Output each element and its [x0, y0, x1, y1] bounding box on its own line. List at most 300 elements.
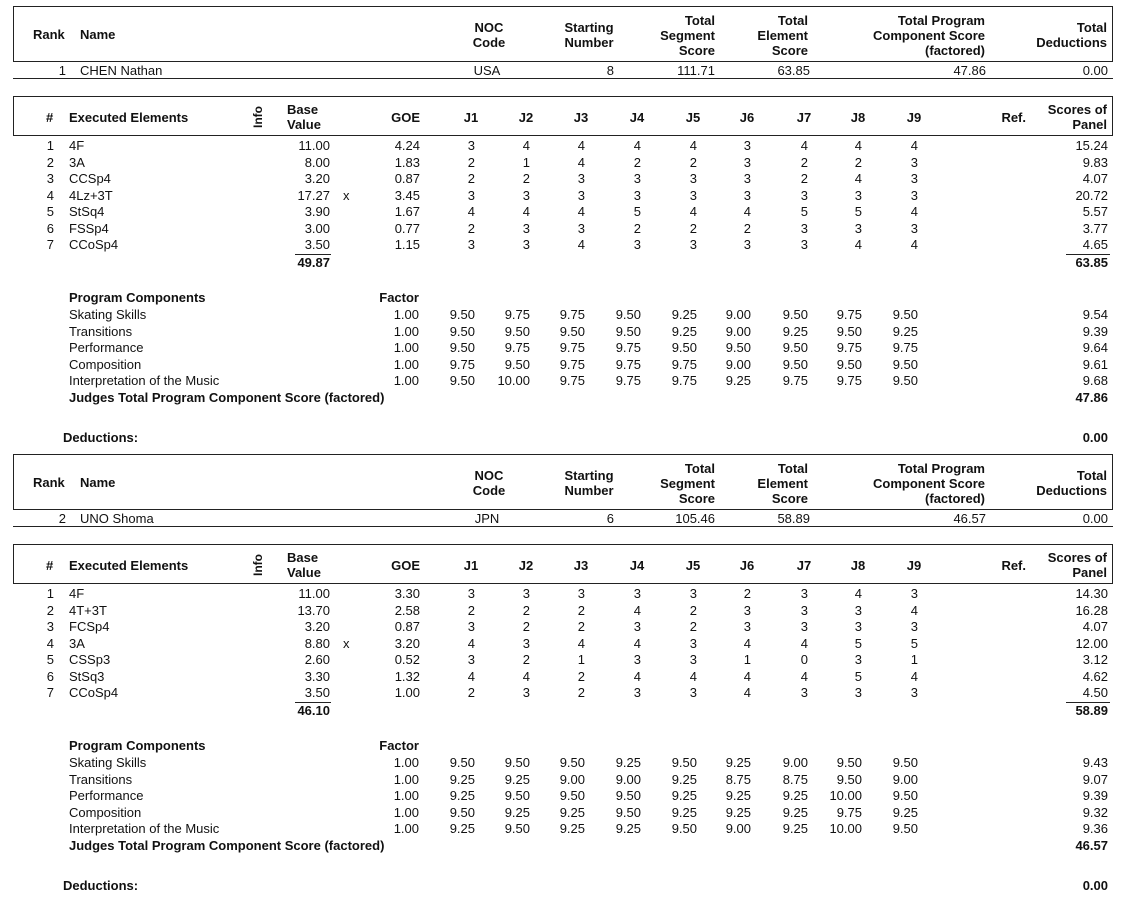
element-row-number: 3 — [46, 171, 54, 186]
element-base-value: 3.50 — [304, 685, 330, 700]
judge-header-1: J1 — [463, 558, 479, 573]
skater-noc: JPN — [474, 511, 500, 526]
base-value-header: Base Value — [287, 102, 321, 132]
component-judge-9: 9.50 — [892, 788, 918, 803]
element-code: 4F — [69, 586, 85, 601]
element-code: StSq3 — [69, 669, 105, 684]
component-judge-7: 9.50 — [782, 340, 808, 355]
component-judge-2: 9.50 — [504, 788, 530, 803]
base-value-total: 49.87 — [297, 255, 330, 270]
total-element-score-header: Total Element Score — [757, 13, 808, 58]
total-deductions-header: Total Deductions — [1036, 20, 1107, 50]
element-judge-7: 3 — [800, 221, 808, 236]
element-judge-6: 3 — [743, 155, 751, 170]
scores-of-panel-header: Scores of Panel — [1047, 550, 1107, 580]
element-judge-7: 0 — [800, 652, 808, 667]
component-judge-5: 9.25 — [671, 772, 697, 787]
component-judge-9: 9.25 — [892, 324, 918, 339]
element-judge-5: 3 — [689, 586, 697, 601]
total-pcs-header: Total Program Component Score (factored) — [873, 461, 985, 506]
component-name: Interpretation of the Music — [69, 373, 220, 388]
component-factor: 1.00 — [393, 821, 419, 836]
element-bonus-marker: x — [343, 188, 350, 203]
component-judge-2: 10.00 — [497, 373, 530, 388]
element-judge-1: 3 — [467, 188, 475, 203]
deductions-label: Deductions: — [63, 878, 139, 893]
component-judge-9: 9.50 — [892, 821, 918, 836]
element-goe: 4.24 — [394, 138, 420, 153]
element-judge-2: 4 — [522, 204, 530, 219]
skater-starting-number: 6 — [606, 511, 614, 526]
element-goe: 1.67 — [394, 204, 420, 219]
element-base-value: 11.00 — [298, 586, 330, 601]
base-value-header: Base Value — [287, 550, 321, 580]
element-base-value: 3.20 — [304, 171, 330, 186]
component-judge-2: 9.25 — [504, 805, 530, 820]
element-judge-9: 3 — [910, 188, 918, 203]
component-judge-1: 9.50 — [449, 373, 475, 388]
judge-header-2: J2 — [518, 110, 534, 125]
element-judge-2: 3 — [522, 636, 530, 651]
component-judge-7: 9.00 — [782, 755, 808, 770]
element-code: StSq4 — [69, 204, 105, 219]
noc-code-header: NOC Code — [472, 468, 506, 498]
element-judge-8: 3 — [854, 619, 862, 634]
element-judge-7: 3 — [800, 237, 808, 252]
name-header: Name — [80, 27, 116, 42]
element-judge-1: 3 — [467, 619, 475, 634]
element-judge-9: 3 — [910, 171, 918, 186]
skater-total-deductions: 0.00 — [1082, 63, 1108, 78]
total-pcs-header: Total Program Component Score (factored) — [873, 13, 985, 58]
info-header: Info — [251, 106, 265, 128]
component-name: Interpretation of the Music — [69, 821, 220, 836]
element-judge-1: 2 — [467, 221, 475, 236]
element-judge-6: 1 — [743, 652, 751, 667]
element-number-header: # — [46, 558, 54, 573]
element-judge-5: 2 — [689, 221, 697, 236]
skater-row-underline — [13, 526, 1113, 527]
component-panel-score: 9.39 — [1082, 324, 1108, 339]
element-judge-7: 5 — [800, 204, 808, 219]
element-judge-8: 4 — [854, 237, 862, 252]
component-judge-9: 9.50 — [892, 373, 918, 388]
element-goe: 1.83 — [394, 155, 420, 170]
element-judge-4: 3 — [633, 685, 641, 700]
component-factor: 1.00 — [393, 373, 419, 388]
element-judge-3: 4 — [577, 155, 585, 170]
component-judge-4: 9.50 — [615, 324, 641, 339]
component-panel-score: 9.39 — [1082, 788, 1108, 803]
component-name: Skating Skills — [69, 755, 147, 770]
skater-name: UNO Shoma — [80, 511, 154, 526]
element-panel-score: 4.07 — [1082, 619, 1108, 634]
component-judge-1: 9.25 — [449, 772, 475, 787]
element-judge-9: 3 — [910, 619, 918, 634]
element-judge-2: 2 — [522, 652, 530, 667]
element-judge-4: 2 — [633, 221, 641, 236]
element-judge-4: 5 — [633, 204, 641, 219]
component-judge-9: 9.00 — [892, 772, 918, 787]
element-judge-2: 3 — [522, 188, 530, 203]
element-judge-6: 3 — [743, 171, 751, 186]
element-judge-9: 4 — [910, 204, 918, 219]
element-goe: 2.58 — [394, 603, 420, 618]
component-judge-3: 9.75 — [559, 340, 585, 355]
element-panel-score: 4.62 — [1082, 669, 1108, 684]
judge-header-7: J7 — [796, 558, 812, 573]
element-judge-9: 3 — [910, 685, 918, 700]
component-factor: 1.00 — [393, 357, 419, 372]
element-row-number: 7 — [46, 237, 54, 252]
element-code: CCSp4 — [69, 171, 111, 186]
element-judge-9: 4 — [910, 237, 918, 252]
element-judge-3: 3 — [577, 586, 585, 601]
deductions-label: Deductions: — [63, 430, 139, 445]
component-judge-7: 8.75 — [782, 772, 808, 787]
element-judge-3: 4 — [577, 237, 585, 252]
element-judge-6: 4 — [743, 669, 751, 684]
element-judge-8: 4 — [854, 586, 862, 601]
component-panel-score: 9.54 — [1082, 307, 1108, 322]
judge-header-2: J2 — [518, 558, 534, 573]
component-judge-1: 9.50 — [449, 307, 475, 322]
element-judge-8: 3 — [854, 221, 862, 236]
component-judge-7: 9.25 — [782, 324, 808, 339]
base-value-total: 46.10 — [297, 703, 330, 718]
component-factor: 1.00 — [393, 340, 419, 355]
element-judge-5: 3 — [689, 652, 697, 667]
element-row-number: 6 — [46, 669, 54, 684]
component-judge-8: 9.50 — [836, 772, 862, 787]
element-judge-6: 3 — [743, 603, 751, 618]
element-base-value: 3.30 — [304, 669, 330, 684]
element-judge-8: 3 — [854, 685, 862, 700]
judge-header-9: J9 — [906, 558, 922, 573]
element-judge-4: 3 — [633, 171, 641, 186]
component-judge-2: 9.50 — [504, 821, 530, 836]
element-goe: 0.77 — [394, 221, 420, 236]
component-name: Transitions — [69, 324, 133, 339]
element-judge-8: 3 — [854, 603, 862, 618]
component-judge-6: 9.00 — [725, 821, 751, 836]
element-judge-6: 3 — [743, 138, 751, 153]
element-judge-6: 3 — [743, 619, 751, 634]
element-panel-score: 4.65 — [1082, 237, 1108, 252]
element-panel-score: 12.00 — [1075, 636, 1108, 651]
element-judge-9: 4 — [910, 138, 918, 153]
component-factor: 1.00 — [393, 324, 419, 339]
element-judge-3: 3 — [577, 221, 585, 236]
element-judge-6: 2 — [743, 586, 751, 601]
element-judge-6: 3 — [743, 237, 751, 252]
component-judge-8: 9.50 — [836, 755, 862, 770]
skater-total-element-score: 63.85 — [777, 63, 810, 78]
component-judge-6: 9.25 — [725, 373, 751, 388]
element-judge-8: 5 — [854, 636, 862, 651]
component-judge-3: 9.50 — [559, 755, 585, 770]
component-factor: 1.00 — [393, 788, 419, 803]
component-panel-score: 9.68 — [1082, 373, 1108, 388]
element-code: 3A — [69, 155, 85, 170]
component-judge-5: 9.25 — [671, 805, 697, 820]
component-judge-1: 9.25 — [449, 821, 475, 836]
component-judge-2: 9.50 — [504, 755, 530, 770]
judge-header-6: J6 — [739, 110, 755, 125]
element-judge-2: 2 — [522, 171, 530, 186]
component-name: Transitions — [69, 772, 133, 787]
element-judge-7: 3 — [800, 619, 808, 634]
judge-header-8: J8 — [850, 110, 866, 125]
element-judge-1: 2 — [467, 171, 475, 186]
judges-total-pcs-label: Judges Total Program Component Score (factored) — [69, 390, 385, 405]
noc-code-header: NOC Code — [472, 20, 506, 50]
element-judge-5: 3 — [689, 188, 697, 203]
skater-total-segment-score: 105.46 — [675, 511, 715, 526]
element-judge-8: 2 — [854, 155, 862, 170]
component-name: Performance — [69, 340, 144, 355]
element-judge-6: 3 — [743, 188, 751, 203]
component-judge-3: 9.25 — [559, 805, 585, 820]
skater-row-underline — [13, 78, 1113, 79]
element-base-value: 3.50 — [304, 237, 330, 252]
total-segment-score-header: Total Segment Score — [660, 13, 715, 58]
deductions-value: 0.00 — [1082, 430, 1108, 445]
component-judge-5: 9.50 — [671, 340, 697, 355]
element-base-value: 3.90 — [304, 204, 330, 219]
element-panel-score: 3.77 — [1082, 221, 1108, 236]
element-judge-1: 3 — [467, 652, 475, 667]
element-judge-9: 3 — [910, 155, 918, 170]
component-judge-9: 9.25 — [892, 805, 918, 820]
component-judge-7: 9.25 — [782, 788, 808, 803]
ref-header: Ref. — [1001, 110, 1026, 125]
component-judge-3: 9.25 — [559, 821, 585, 836]
element-goe: 1.15 — [394, 237, 420, 252]
element-panel-score: 14.30 — [1075, 586, 1108, 601]
factor-header: Factor — [379, 290, 419, 305]
component-judge-7: 9.75 — [782, 373, 808, 388]
judge-header-6: J6 — [739, 558, 755, 573]
element-judge-5: 2 — [689, 155, 697, 170]
component-judge-1: 9.75 — [449, 357, 475, 372]
component-judge-6: 9.25 — [725, 788, 751, 803]
component-judge-3: 9.75 — [559, 307, 585, 322]
component-judge-4: 9.75 — [615, 340, 641, 355]
judge-header-9: J9 — [906, 110, 922, 125]
element-row-number: 2 — [46, 155, 54, 170]
element-judge-5: 4 — [689, 669, 697, 684]
element-judge-1: 4 — [467, 669, 475, 684]
skater-rank: 2 — [58, 511, 66, 526]
element-panel-score: 16.28 — [1075, 603, 1108, 618]
element-judge-2: 3 — [522, 586, 530, 601]
component-factor: 1.00 — [393, 307, 419, 322]
element-judge-2: 3 — [522, 237, 530, 252]
element-goe: 3.30 — [394, 586, 420, 601]
component-judge-5: 9.75 — [671, 357, 697, 372]
component-judge-9: 9.50 — [892, 357, 918, 372]
element-base-value: 8.80 — [304, 636, 330, 651]
element-judge-1: 4 — [467, 636, 475, 651]
component-judge-6: 9.25 — [725, 755, 751, 770]
element-judge-5: 3 — [689, 685, 697, 700]
component-judge-3: 9.75 — [559, 373, 585, 388]
element-judge-8: 3 — [854, 188, 862, 203]
element-number-header: # — [46, 110, 54, 125]
element-panel-score: 9.83 — [1082, 155, 1108, 170]
element-judge-4: 4 — [633, 669, 641, 684]
element-judge-3: 3 — [577, 171, 585, 186]
rank-header: Rank — [33, 475, 65, 490]
info-header: Info — [251, 554, 265, 576]
element-judge-7: 2 — [800, 155, 808, 170]
element-judge-1: 2 — [467, 685, 475, 700]
judge-header-4: J4 — [629, 110, 645, 125]
component-judge-5: 9.50 — [671, 821, 697, 836]
element-judge-6: 4 — [743, 636, 751, 651]
factor-header: Factor — [379, 738, 419, 753]
element-judge-4: 2 — [633, 155, 641, 170]
element-judge-2: 2 — [522, 603, 530, 618]
program-components-header: Program Components — [69, 290, 206, 305]
element-code: FCSp4 — [69, 619, 110, 634]
element-row-number: 1 — [46, 586, 54, 601]
component-judge-9: 9.50 — [892, 307, 918, 322]
element-row-number: 3 — [46, 619, 54, 634]
component-judge-4: 9.25 — [615, 755, 641, 770]
element-judge-7: 4 — [800, 669, 808, 684]
component-judge-4: 9.50 — [615, 805, 641, 820]
executed-elements-header: Executed Elements — [69, 558, 189, 573]
judge-header-3: J3 — [573, 558, 589, 573]
component-judge-3: 9.00 — [559, 772, 585, 787]
element-judge-3: 2 — [577, 669, 585, 684]
component-judge-8: 9.50 — [836, 357, 862, 372]
component-name: Performance — [69, 788, 144, 803]
skater-total-deductions: 0.00 — [1082, 511, 1108, 526]
component-judge-4: 9.25 — [615, 821, 641, 836]
component-name: Skating Skills — [69, 307, 147, 322]
element-code: 4Lz+3T — [69, 188, 113, 203]
total-segment-score-header: Total Segment Score — [660, 461, 715, 506]
element-judge-6: 4 — [743, 204, 751, 219]
component-judge-8: 9.50 — [836, 324, 862, 339]
component-judge-8: 10.00 — [829, 821, 862, 836]
element-row-number: 4 — [46, 188, 54, 203]
judge-header-1: J1 — [463, 110, 479, 125]
judge-header-7: J7 — [796, 110, 812, 125]
element-panel-score: 20.72 — [1075, 188, 1108, 203]
element-judge-7: 4 — [800, 636, 808, 651]
component-judge-5: 9.25 — [671, 324, 697, 339]
component-panel-score: 9.36 — [1082, 821, 1108, 836]
element-judge-3: 4 — [577, 138, 585, 153]
element-judge-5: 3 — [689, 237, 697, 252]
element-judge-1: 2 — [467, 603, 475, 618]
component-judge-5: 9.25 — [671, 307, 697, 322]
element-row-number: 4 — [46, 636, 54, 651]
element-goe: 1.32 — [394, 669, 420, 684]
element-judge-2: 4 — [522, 138, 530, 153]
judge-header-8: J8 — [850, 558, 866, 573]
element-panel-score: 4.50 — [1082, 685, 1108, 700]
skater-total-segment-score: 111.71 — [677, 63, 715, 78]
component-judge-6: 8.75 — [725, 772, 751, 787]
element-goe: 1.00 — [394, 685, 420, 700]
component-judge-7: 9.50 — [782, 357, 808, 372]
skater-total-element-score: 58.89 — [777, 511, 810, 526]
deductions-value: 0.00 — [1082, 878, 1108, 893]
element-judge-2: 3 — [522, 685, 530, 700]
element-code: 4F — [69, 138, 85, 153]
element-judge-2: 2 — [522, 619, 530, 634]
component-judge-2: 9.75 — [504, 307, 530, 322]
component-judge-4: 9.50 — [615, 788, 641, 803]
component-judge-1: 9.50 — [449, 340, 475, 355]
element-base-value: 8.00 — [304, 155, 330, 170]
component-judge-5: 9.50 — [671, 755, 697, 770]
element-judge-7: 4 — [800, 138, 808, 153]
skater-rank: 1 — [58, 63, 66, 78]
element-judge-1: 4 — [467, 204, 475, 219]
element-judge-3: 4 — [577, 636, 585, 651]
element-judge-4: 4 — [633, 636, 641, 651]
element-judge-2: 1 — [522, 155, 530, 170]
total-deductions-header: Total Deductions — [1036, 468, 1107, 498]
element-judge-7: 3 — [800, 586, 808, 601]
element-judge-1: 3 — [467, 237, 475, 252]
component-factor: 1.00 — [393, 772, 419, 787]
element-panel-score: 3.12 — [1082, 652, 1108, 667]
component-judge-2: 9.75 — [504, 340, 530, 355]
element-base-value: 3.20 — [304, 619, 330, 634]
component-judge-4: 9.50 — [615, 307, 641, 322]
component-judge-4: 9.75 — [615, 357, 641, 372]
skater-name: CHEN Nathan — [80, 63, 163, 78]
element-row-number: 5 — [46, 652, 54, 667]
element-judge-9: 4 — [910, 603, 918, 618]
judges-total-pcs-value: 46.57 — [1075, 838, 1108, 853]
executed-elements-header: Executed Elements — [69, 110, 189, 125]
element-judge-3: 4 — [577, 204, 585, 219]
element-judge-4: 4 — [633, 138, 641, 153]
component-judge-9: 9.50 — [892, 755, 918, 770]
element-panel-score: 4.07 — [1082, 171, 1108, 186]
starting-number-header: Starting Number — [564, 468, 614, 498]
component-judge-4: 9.00 — [615, 772, 641, 787]
skater-total-pcs: 46.57 — [953, 511, 986, 526]
component-panel-score: 9.43 — [1082, 755, 1108, 770]
element-row-number: 7 — [46, 685, 54, 700]
element-judge-2: 4 — [522, 669, 530, 684]
element-judge-9: 4 — [910, 669, 918, 684]
component-name: Composition — [69, 805, 142, 820]
component-judge-6: 9.00 — [725, 324, 751, 339]
component-judge-3: 9.75 — [559, 357, 585, 372]
component-factor: 1.00 — [393, 805, 419, 820]
component-judge-1: 9.25 — [449, 788, 475, 803]
element-judge-8: 4 — [854, 171, 862, 186]
element-row-number: 6 — [46, 221, 54, 236]
component-judge-8: 10.00 — [829, 788, 862, 803]
element-code: 3A — [69, 636, 85, 651]
element-code: 4T+3T — [69, 603, 107, 618]
element-judge-7: 3 — [800, 603, 808, 618]
element-judge-7: 2 — [800, 171, 808, 186]
element-code: CCoSp4 — [69, 685, 119, 700]
judge-header-4: J4 — [629, 558, 645, 573]
